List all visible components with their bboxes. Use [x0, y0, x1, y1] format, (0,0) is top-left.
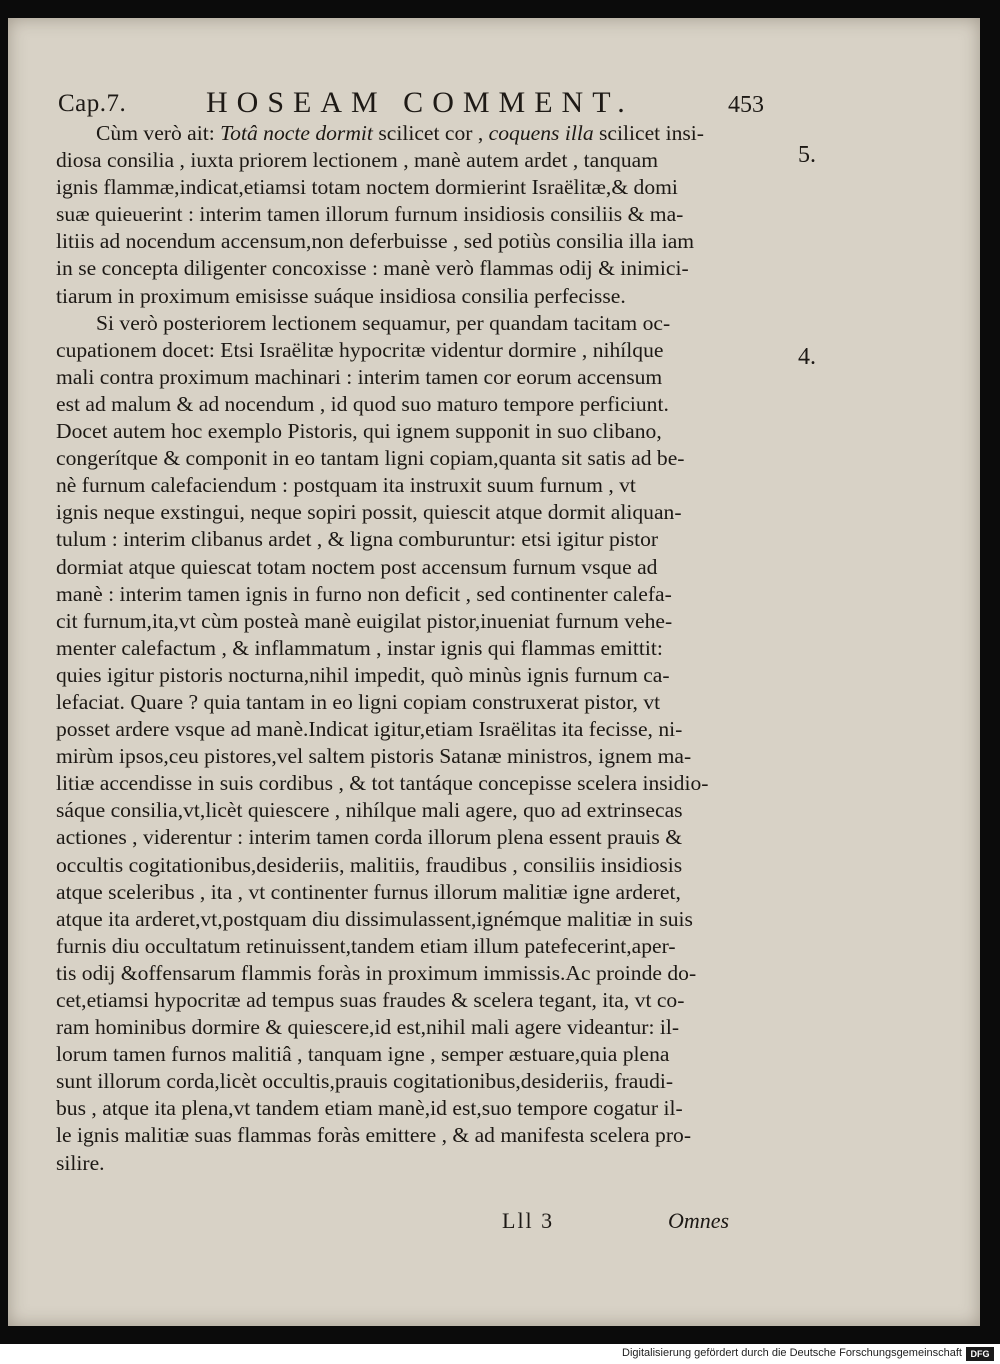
text-run: mali contra proximum machinari : interim tamen cor eorum accensum	[56, 364, 663, 389]
book-page	[8, 18, 980, 1326]
text-run: cit furnum,ita,vt cùm posteà manè euigilat pistor,inueniat furnum vehe-	[56, 608, 673, 633]
text-run: congerítque & componit in eo tantam ligni copiam,quanta sit satis ad be-	[56, 446, 685, 471]
text-line	[56, 499, 772, 526]
margin-verse-number-5: 5.	[798, 142, 816, 168]
text-line	[56, 526, 772, 553]
text-run: atque sceleribus , ita , vt continenter furnus illorum malitiæ igne arderet,	[56, 879, 681, 904]
text-run: in se concepta diligenter concoxisse : manè verò flammas odij & inimici-	[56, 256, 689, 281]
text-line	[56, 797, 772, 824]
text-run: lefaciat. Quare ? quia tantam in eo ligni copiam construxerat pistor, vt	[56, 689, 661, 714]
text-line	[56, 364, 772, 391]
credit-bar	[0, 1344, 1000, 1364]
text-line	[56, 1095, 772, 1122]
text-run: lorum tamen furnos malitiâ , tanquam igne , semper æstuare,quia plena	[56, 1042, 670, 1067]
text-run: scilicet insi-	[593, 121, 704, 145]
text-line	[56, 960, 772, 987]
text-line	[56, 987, 772, 1014]
text-line	[56, 608, 772, 635]
text-line	[56, 770, 772, 797]
text-line	[56, 445, 772, 472]
text-line	[56, 418, 772, 445]
chapter-heading: Cap.7.	[58, 90, 127, 117]
text-run: litiæ accendisse in suis cordibus , & tot tantáque concepisse scelera insidio-	[56, 771, 709, 796]
text-line	[56, 906, 772, 933]
text-run: scilicet cor ,	[372, 121, 489, 145]
text-line	[56, 1014, 772, 1041]
text-line	[56, 147, 772, 174]
text-line	[56, 662, 772, 689]
text-run: tiarum in proximum emisisse suáque insidiosa consilia perfecisse.	[56, 283, 626, 308]
text-line	[56, 581, 772, 608]
text-line	[56, 933, 772, 960]
text-run: quies igitur pistoris nocturna,nihil impedit, quò minùs ignis furnum ca-	[56, 662, 670, 687]
margin-verse-number-4: 4.	[798, 344, 816, 370]
text-line	[56, 1150, 772, 1177]
text-run: manè : interim tamen ignis in furno non deficit , sed continenter calefa-	[56, 581, 672, 606]
text-run: ram hominibus dormire & quiescere,id est,nihil mali agere videantur: il-	[56, 1015, 680, 1040]
text-line	[56, 743, 772, 770]
text-run: Si verò posteriorem lectionem sequamur, per quandam tacitam oc-	[96, 310, 671, 335]
text-line	[56, 879, 772, 906]
text-line	[56, 310, 772, 337]
text-run: atque ita arderet,vt,postquam diu dissimulassent,ignémque malitiæ in suis	[56, 906, 693, 931]
text-run: sunt illorum corda,licèt occultis,prauis cogitationibus,desideriis, fraudi-	[56, 1069, 674, 1094]
text-run: bus , atque ita plena,vt tandem etiam manè,id est,suo tempore cogatur il-	[56, 1096, 683, 1121]
text-run: litiis ad nocendum accensum,non deferbuisse , sed potiùs consilia illa iam	[56, 229, 695, 254]
text-run: dormiat atque quiescat totam noctem post accensum furnum vsque ad	[56, 554, 658, 579]
text-line	[56, 174, 772, 201]
text-run: tis odij &offensarum flammis foràs in proximum immissis.Ac proinde do-	[56, 960, 697, 985]
text-run: posset ardere vsque ad manè.Indicat igitur,etiam Israëlitas ita fecisse, ni-	[56, 717, 683, 742]
credit-text: Digitalisierung gefördert durch die Deutsche Forschungsgemeinschaft	[622, 1347, 962, 1359]
body-text	[56, 120, 772, 1177]
running-title: HOSEAM COMMENT.	[206, 86, 634, 119]
text-run: Docet autem hoc exemplo Pistoris, qui ignem supponit in suo clibano,	[56, 419, 662, 444]
signature-mark: Lll 3	[502, 1208, 555, 1233]
text-line	[56, 824, 772, 851]
text-line	[56, 1122, 772, 1149]
text-run: Cùm verò ait:	[96, 121, 221, 145]
text-run: cupationem docet: Etsi Israëlitæ hypocritæ videntur dormire , nihílque	[56, 337, 664, 362]
text-line	[56, 689, 772, 716]
text-run: tulum : interim clibanus ardet , & ligna comburuntur: etsi igitur pistor	[56, 527, 659, 552]
catchword: Omnes	[668, 1208, 730, 1233]
text-line	[56, 554, 772, 581]
text-line	[56, 716, 772, 743]
text-run: sáque consilia,vt,licèt quiescere , nihílque mali agere, quo ad extrinsecas	[56, 798, 683, 823]
text-run: est ad malum & ad nocendum , id quod suo maturo tempore perficiunt.	[56, 391, 669, 416]
text-line	[56, 391, 772, 418]
text-run: mirùm ipsos,ceu pistores,vel saltem pistoris Satanæ ministros, ignem ma-	[56, 744, 692, 769]
text-line	[56, 283, 772, 310]
text-run: silire.	[56, 1150, 105, 1175]
dfg-logo: DFG	[966, 1347, 994, 1361]
text-run: furnis diu occultatum retinuissent,tandem etiam illum patefecerint,aper-	[56, 933, 676, 958]
text-run: menter calefactum , & inflammatum , instar ignis qui flammas emittit:	[56, 635, 663, 660]
text-line	[56, 1068, 772, 1095]
text-line	[56, 1041, 772, 1068]
text-line	[56, 120, 772, 147]
text-run: le ignis malitiæ suas flammas foràs emittere , & ad manifesta scelera pro-	[56, 1123, 692, 1148]
text-run: ignis neque exstingui, neque sopiri possit, quiescit atque dormit aliquan-	[56, 500, 682, 525]
text-line	[56, 201, 772, 228]
text-line	[56, 635, 772, 662]
page-number: 453	[728, 92, 764, 118]
text-line	[56, 228, 772, 255]
text-line	[56, 472, 772, 499]
text-run: diosa consilia , iuxta priorem lectionem , manè autem ardet , tanquam	[56, 148, 659, 173]
text-run: actiones , viderentur : interim tamen corda illorum plena essent prauis &	[56, 825, 683, 850]
text-run: ignis flammæ,indicat,etiamsi totam noctem dormierint Israëlitæ,& domi	[56, 175, 678, 200]
text-line	[56, 852, 772, 879]
text-run: cet,etiamsi hypocritæ ad tempus suas fraudes & scelera tegant, ita, vt co-	[56, 988, 685, 1012]
text-line	[56, 337, 772, 364]
italic-quote: coquens illa	[488, 121, 594, 145]
text-run: nè furnum calefaciendum : postquam ita instruxit suum furnum , vt	[56, 473, 636, 498]
italic-quote: Totâ nocte dormit	[220, 121, 373, 145]
text-run: occultis cogitationibus,desideriis, malitiis, fraudibus , consiliis insidiosis	[56, 852, 683, 877]
text-run: suæ quieuerint : interim tamen illorum furnum insidiosis consiliis & ma-	[56, 202, 684, 227]
text-line	[56, 255, 772, 282]
